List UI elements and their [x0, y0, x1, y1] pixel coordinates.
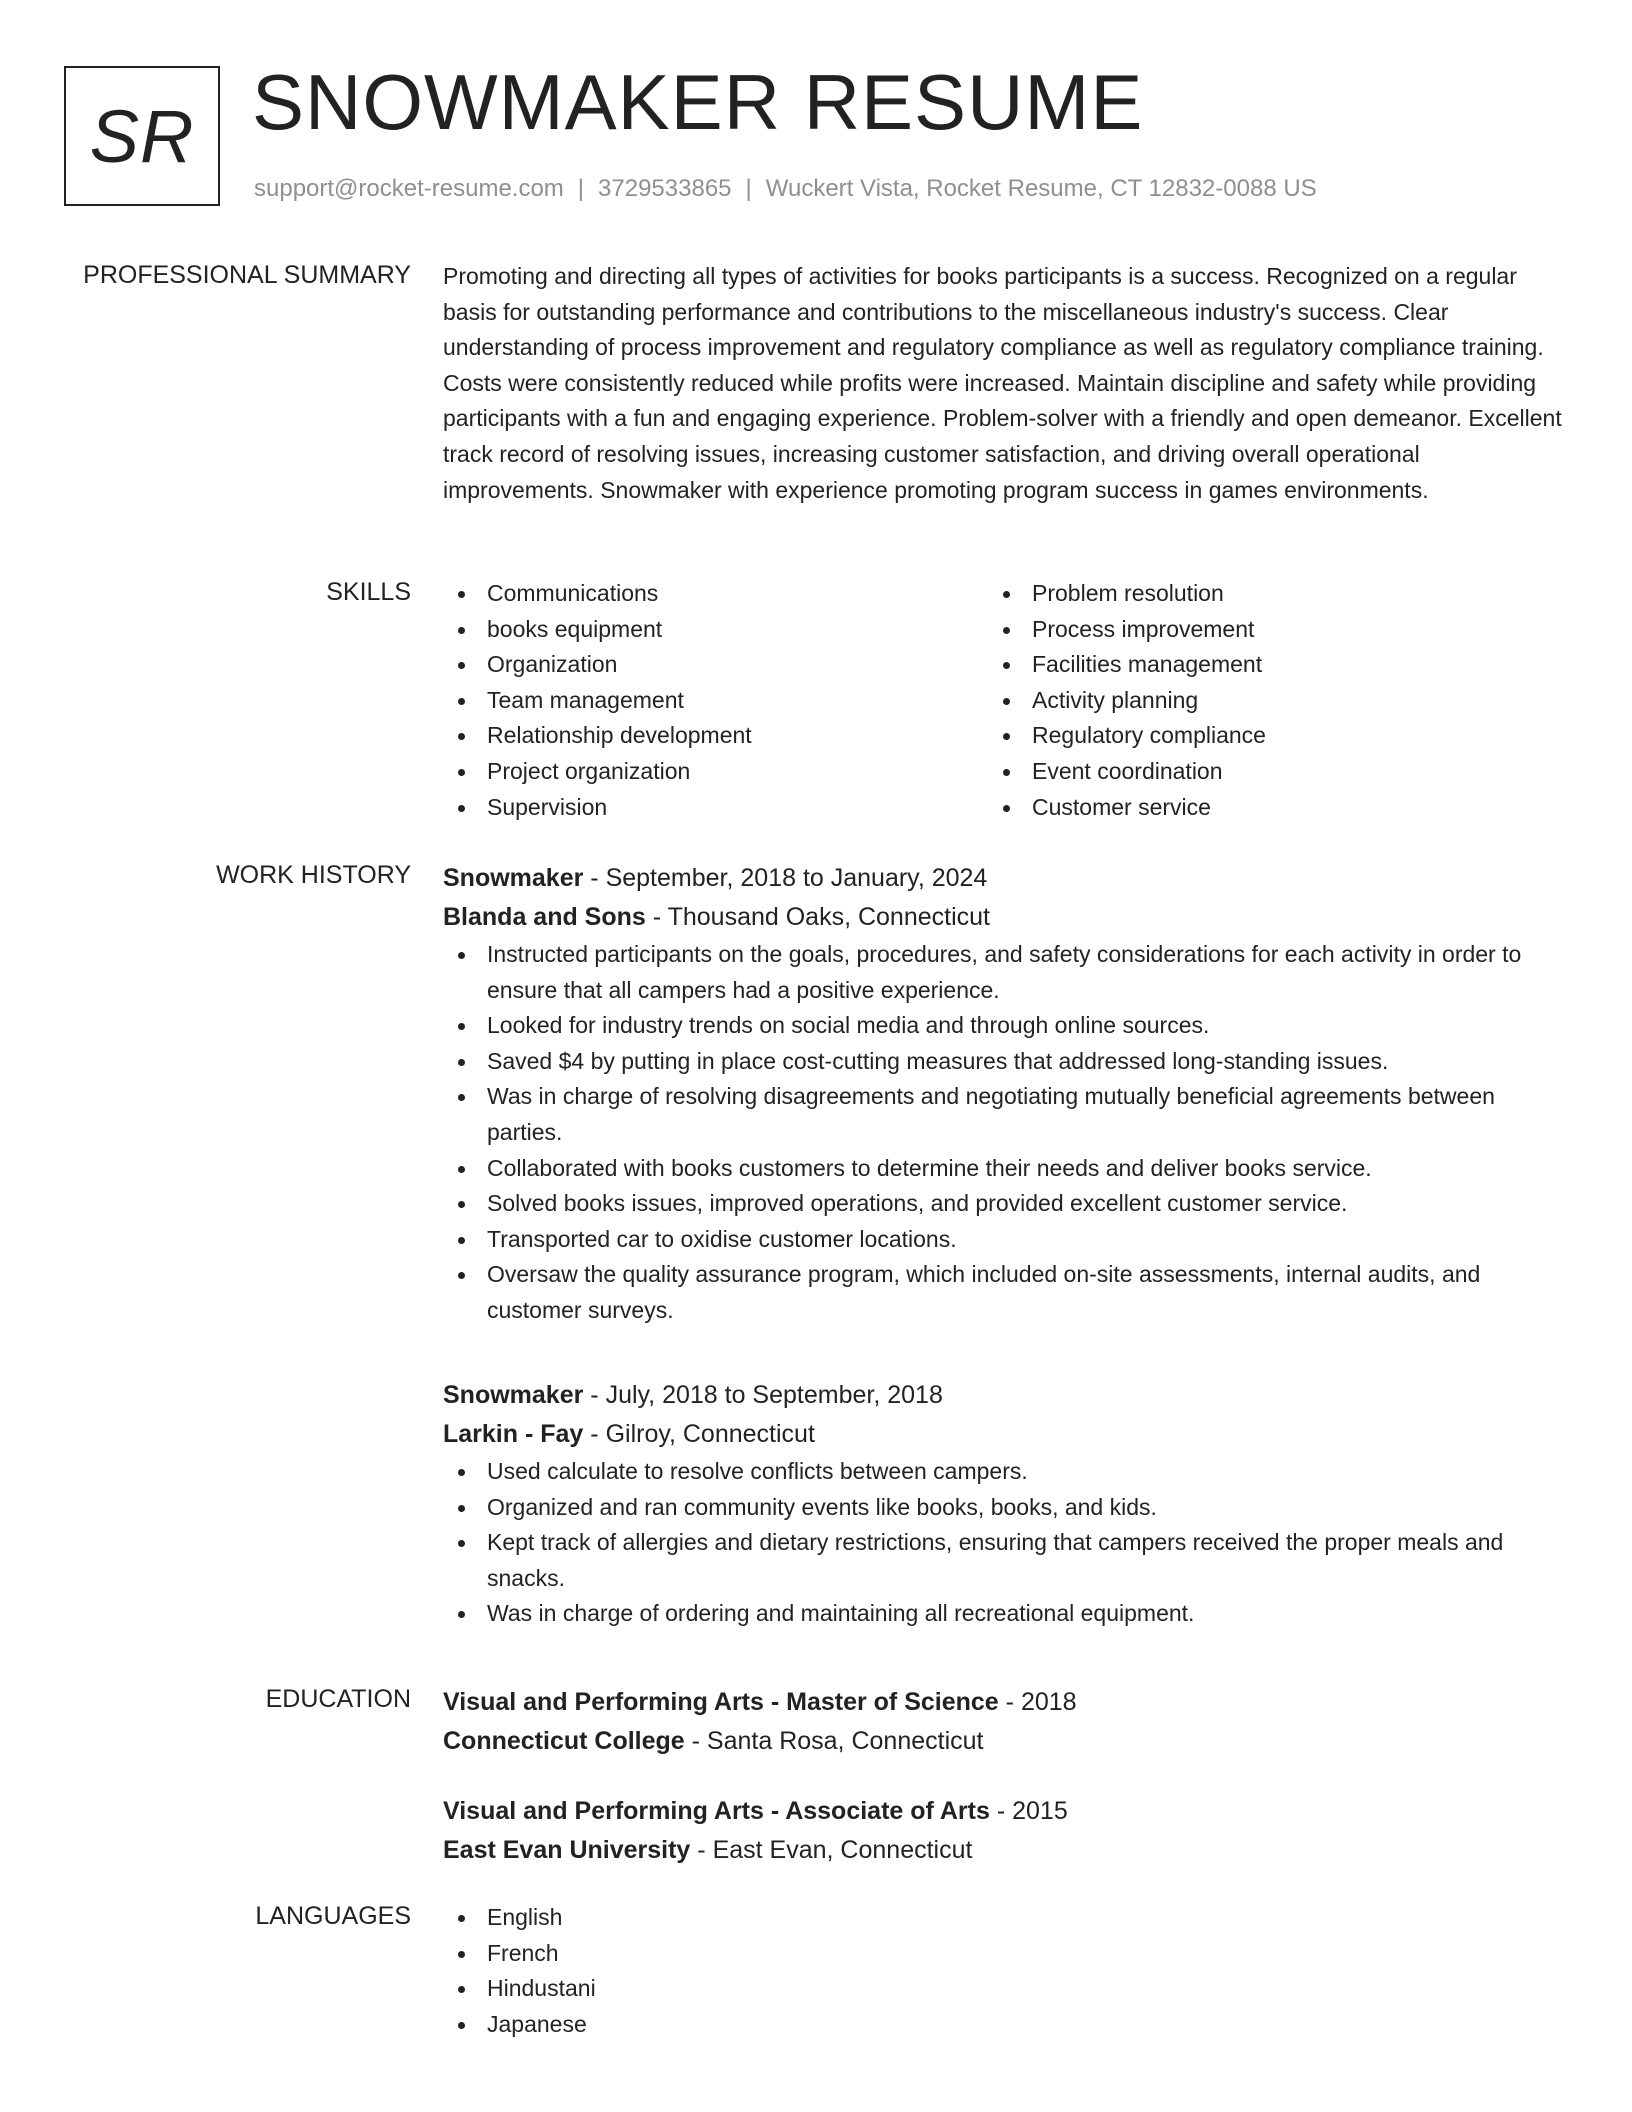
job-bullet: Kept track of allergies and dietary restrictions, ensuring that campers received the proper meals and snacks.: [443, 1525, 1563, 1596]
skill-item: Event coordination: [988, 754, 1533, 790]
education-degree-line: Visual and Performing Arts - Associate of Arts - 2015: [443, 1797, 1068, 1825]
language-item: French: [443, 1936, 1563, 1972]
job-bullet: Transported car to oxidise customer locations.: [443, 1222, 1563, 1258]
languages-heading: LANGUAGES: [255, 1902, 411, 1930]
contact-line: [254, 174, 1317, 204]
education-school: Connecticut College: [443, 1727, 685, 1755]
education-entry: [443, 1683, 1563, 1761]
job-bullet: Saved $4 by putting in place cost-cutting measures that addressed long-standing issues.: [443, 1044, 1563, 1080]
education-location: Santa Rosa, Connecticut: [706, 1727, 984, 1755]
skill-item: Team management: [443, 683, 988, 719]
job-bullet: Collaborated with books customers to determine their needs and deliver books service.: [443, 1151, 1563, 1187]
summary-text: Promoting and directing all types of activities for books participants is a success. Recognized on a regular basis for outstanding performance and contributions to the miscellaneous industry's success. Clear understanding of process improvement and regulatory compliance as well as regulatory compliance training. Costs were consistently reduced while profits were increased. Maintain discipline and safety while providing participants with a fun and engaging experience. Problem-solver with a friendly and open demeanor. Excellent track record of resolving issues, increasing customer satisfaction, and driving overall operational improvements. Snowmaker with experience promoting program success in games environments.: [443, 263, 1562, 503]
education-year: 2015: [1012, 1797, 1068, 1825]
education-school: East Evan University: [443, 1836, 691, 1864]
skill-item: Project organization: [443, 754, 988, 790]
skill-item: Regulatory compliance: [988, 718, 1533, 754]
skills-list-left: [443, 576, 988, 825]
job-bullet: Solved books issues, improved operations, and provided excellent customer service.: [443, 1186, 1563, 1222]
education-location: East Evan, Connecticut: [712, 1836, 973, 1864]
job-bullet: Instructed participants on the goals, procedures, and safety considerations for each activity in order to ensure that all campers had a positive experience.: [443, 937, 1563, 1008]
job-bullet: Looked for industry trends on social media and through online sources.: [443, 1008, 1563, 1044]
skill-item: Communications: [443, 576, 988, 612]
job-company-line: Blanda and Sons - Thousand Oaks, Connecticut: [443, 903, 990, 931]
skill-item: Problem resolution: [988, 576, 1533, 612]
job-entry: [443, 859, 1563, 1329]
job-location: Thousand Oaks, Connecticut: [667, 903, 990, 931]
job-bullet: Organized and ran community events like books, books, and kids.: [443, 1490, 1563, 1526]
contact-email: support@rocket-resume.com: [254, 175, 564, 202]
contact-separator: |: [577, 175, 585, 202]
skills-heading: SKILLS: [326, 578, 411, 606]
job-bullet: Was in charge of ordering and maintaining all recreational equipment.: [443, 1596, 1563, 1632]
education-degree: Visual and Performing Arts - Master of Science: [443, 1688, 999, 1716]
education-heading: EDUCATION: [265, 1685, 411, 1713]
job-role: Snowmaker: [443, 1381, 584, 1409]
skill-item: Relationship development: [443, 718, 988, 754]
contact-address: Wuckert Vista, Rocket Resume, CT 12832-0088 US: [765, 175, 1317, 202]
skills-list-right: [988, 576, 1533, 825]
education-school-line: Connecticut College - Santa Rosa, Connecticut: [443, 1727, 984, 1755]
language-item: Hindustani: [443, 1971, 1563, 2007]
skill-item: Customer service: [988, 790, 1533, 826]
job-title-line: Snowmaker - September, 2018 to January, 2024: [443, 864, 988, 892]
job-bullet: Oversaw the quality assurance program, which included on-site assessments, internal audits, and customer surveys.: [443, 1257, 1563, 1328]
education-year: 2018: [1020, 1688, 1077, 1716]
job-title-line: Snowmaker - July, 2018 to September, 2018: [443, 1381, 943, 1409]
monogram-logo: SR: [64, 66, 220, 206]
languages-list: [443, 1900, 1563, 2042]
summary-heading: PROFESSIONAL SUMMARY: [83, 261, 411, 289]
resume-name: SNOWMAKER RESUME: [252, 58, 1144, 146]
education-school-line: East Evan University - East Evan, Connecticut: [443, 1836, 973, 1864]
job-dates: July, 2018 to September, 2018: [605, 1381, 943, 1409]
education-degree-line: Visual and Performing Arts - Master of Science - 2018: [443, 1688, 1077, 1716]
language-item: English: [443, 1900, 1563, 1936]
job-bullet-list: [443, 937, 1563, 1329]
education-entry: [443, 1792, 1563, 1870]
resume-header: [0, 0, 1632, 240]
skill-item: Organization: [443, 647, 988, 683]
job-company: Blanda and Sons: [443, 903, 646, 931]
skill-item: Process improvement: [988, 612, 1533, 648]
job-dates: September, 2018 to January, 2024: [605, 864, 988, 892]
job-location: Gilroy, Connecticut: [605, 1420, 815, 1448]
skill-item: Activity planning: [988, 683, 1533, 719]
job-company-line: Larkin - Fay - Gilroy, Connecticut: [443, 1420, 815, 1448]
language-item: Japanese: [443, 2007, 1563, 2043]
work-history-heading: WORK HISTORY: [216, 861, 411, 889]
job-bullet: Was in charge of resolving disagreements and negotiating mutually beneficial agreements between parties.: [443, 1079, 1563, 1150]
job-bullet-list: [443, 1454, 1563, 1632]
skill-item: Supervision: [443, 790, 988, 826]
job-company: Larkin - Fay: [443, 1420, 584, 1448]
skill-item: books equipment: [443, 612, 988, 648]
job-bullet: Used calculate to resolve conflicts between campers.: [443, 1454, 1563, 1490]
education-degree: Visual and Performing Arts - Associate of Arts: [443, 1797, 990, 1825]
contact-separator: |: [745, 175, 752, 202]
contact-phone: 3729533865: [598, 175, 732, 202]
job-entry: [443, 1376, 1563, 1632]
skill-item: Facilities management: [988, 647, 1533, 683]
job-role: Snowmaker: [443, 864, 584, 892]
